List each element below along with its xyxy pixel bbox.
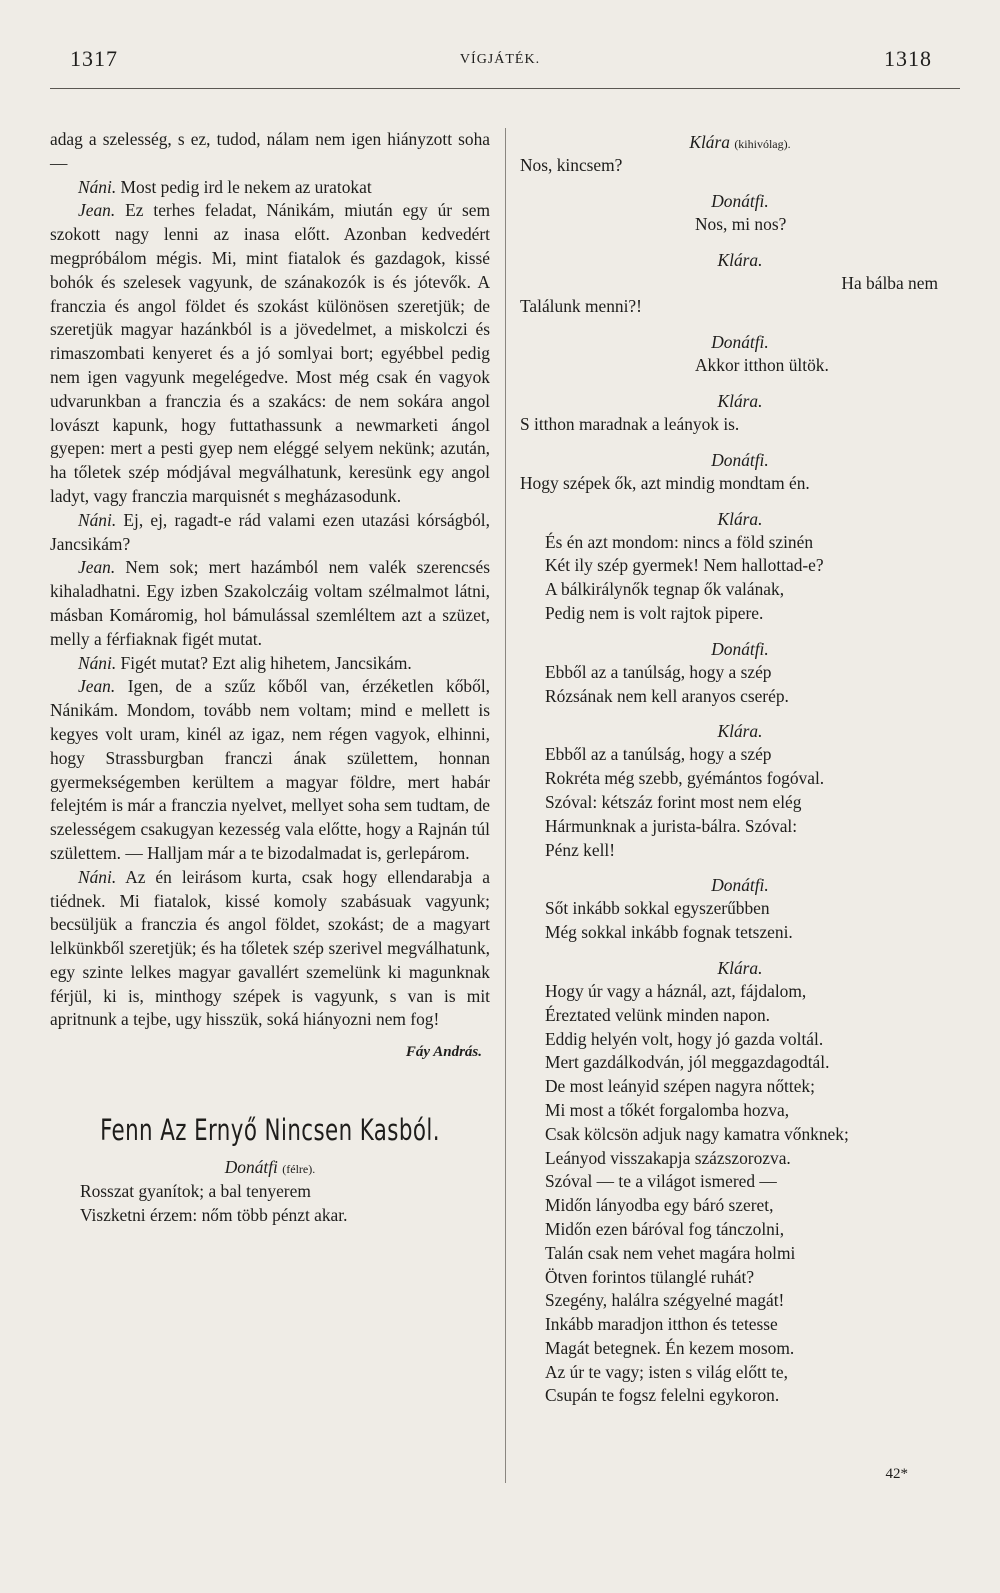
- verse-block: [520, 295, 960, 319]
- poem-title: Fenn Az Ernyő Nincsen Kasból.: [100, 1113, 440, 1148]
- left-column: [50, 128, 490, 1228]
- verse-line: És én azt mondom: nincs a föld szinén: [545, 531, 814, 552]
- speaker-name: Donátfi.: [711, 449, 769, 470]
- verse-line: Szegény, halálra szégyelné magát!: [545, 1290, 785, 1311]
- verse-block: [520, 272, 960, 296]
- dialogue-paragraph: [50, 509, 490, 557]
- verse-line: A bálkirálynők tegnap ők valának,: [545, 579, 785, 600]
- speaker-heading: [520, 391, 960, 412]
- speaker-name: Jean.: [78, 557, 116, 578]
- speaker-heading: [520, 639, 960, 660]
- speaker-name: Donátfi: [224, 1157, 278, 1178]
- dialogue-paragraph: [50, 199, 490, 508]
- dialogue-text: Nem sok; mert hazámból nem valék szerencsés kihaladhatni. Egy izben Szakolczáig voltam szélmalmot látni, másban Komáromig, hol bámulással szemléltem azt a szüzet, melly a férfiaknak figét mutat.: [50, 557, 490, 649]
- dialogue-paragraph: [50, 866, 490, 1033]
- verse-line: Rokréta még szebb, gyémántos fogóval.: [545, 768, 825, 789]
- speaker-name: Náni.: [78, 509, 117, 530]
- verse-line: Talán csak nem vehet magára holmi: [545, 1242, 796, 1263]
- dialogue-text: Figét mutat? Ezt alig hihetem, Jancsikám.: [120, 652, 412, 673]
- verse-line: Sőt inkább sokkal egyszerűbben: [545, 898, 770, 919]
- dialogue-prose: [50, 128, 490, 1032]
- page-number-right: 1318: [884, 46, 932, 71]
- dialogue-paragraph: [50, 128, 490, 176]
- verse-line: Mert gazdálkodván, jól meggazdagodtál.: [545, 1052, 830, 1073]
- verse-line: Hogy szépek ők, azt mindig mondtam én.: [520, 472, 810, 493]
- speaker-heading: [520, 509, 960, 530]
- verse-line: Ebből az a tanúlság, hogy a szép: [545, 744, 772, 765]
- speaker-name: Klára.: [717, 508, 763, 529]
- speaker-heading: [520, 958, 960, 979]
- verse-line: Csupán te fogsz felelni egykoron.: [545, 1385, 780, 1406]
- page-number-left: 1317: [70, 46, 118, 71]
- verse-line: Rózsának nem kell aranyos cserép.: [545, 685, 789, 706]
- verse-block: [520, 154, 960, 178]
- verse-block: [520, 472, 960, 496]
- speaker-name: Donátfi.: [711, 875, 769, 896]
- speaker-name: Klára: [689, 132, 730, 152]
- verse-line: De most leányid szépen nagyra nőttek;: [545, 1076, 815, 1097]
- verse-line: Csak kölcsön adjuk nagy kamatra vőnknek;: [545, 1123, 849, 1144]
- verse-block: [520, 743, 960, 862]
- speaker-heading: [520, 191, 960, 212]
- verse-line: Rosszat gyanítok; a bal tenyerem: [80, 1181, 311, 1202]
- verse-line: Nos, mi nos?: [695, 213, 787, 234]
- speaker-name: Klára.: [717, 249, 763, 270]
- folio-mark: 42*: [885, 1466, 908, 1482]
- speaker-heading: [520, 250, 960, 271]
- speaker-heading: [50, 1157, 490, 1178]
- speaker-name: Klára.: [717, 721, 763, 742]
- running-title: VÍGJÁTÉK.: [459, 52, 541, 67]
- verse-block: [520, 531, 960, 626]
- speaker-name: Donátfi.: [711, 332, 769, 353]
- speaker-name: Náni.: [78, 866, 117, 887]
- speaker-name: Náni.: [78, 652, 117, 673]
- verse-line: Találunk menni?!: [520, 296, 642, 317]
- verse-line: Az úr te vagy; isten s világ előtt te,: [545, 1361, 788, 1382]
- verse-line: Hármunknak a jurista-bálra. Szóval:: [545, 815, 798, 836]
- dialogue-paragraph: [50, 652, 490, 676]
- speaker-name: Klára.: [717, 390, 763, 411]
- dialogue-text: Ej, ej, ragadt-e rád valami ezen utazási kórságból, Jancsikám?: [50, 509, 490, 554]
- verse-block: [520, 354, 960, 378]
- dialogue-text: Az én leirásom kurta, csak hogy ellendarabja a tiédnek. Mi fiatalok, kissé komoly szabásuak vagyunk; becsüljük a franczia és angol földet, szokást; de a magyart lelkünkből szeretjük; és ha tőletek szép szerivel megválhatunk, egy szinte lelkes magyar gavallért szemelünk ki magunknak férjül, ki is, minthogy szépek is vagyunk, s van is mit apritnunk a tejbe, ugy hisszük, soká hiányozni nem fog!: [50, 866, 490, 1030]
- dialogue-paragraph: [50, 675, 490, 865]
- verse-block: [520, 661, 960, 709]
- speaker-name: Náni.: [78, 176, 117, 197]
- verse-block: [520, 213, 960, 237]
- dialogue-text: Most pedig ird le nekem az uratokat: [120, 176, 372, 197]
- speaker-heading: [520, 875, 960, 896]
- dialogue-text: adag a szelesség, s ez, tudod, nálam nem igen hiányzott soha —: [50, 129, 490, 173]
- speaker-name: Jean.: [78, 200, 116, 221]
- speaker-name: Jean.: [78, 676, 116, 697]
- verse-line: Akkor itthon ültök.: [695, 355, 829, 376]
- verse-line: S itthon maradnak a leányok is.: [520, 413, 740, 434]
- verse-line: Viszketni érzem: nőm több pénzt akar.: [80, 1205, 348, 1226]
- verse-block: [50, 1180, 490, 1228]
- stage-direction: (kihivólag).: [734, 137, 791, 151]
- dialogue-text: Ez terhes feladat, Nánikám, miután egy úr sem szokott nagy lenni az inasa előtt. Azonban kedvedért megpróbálom mégis. Mi, mint fiatalok és gazdagok, kissé bohók és szelesek vagyunk, de szánakozók is és jótevők. A franczia és angol földet és szokást különösen szeretjük; de szeretjük magyar hazánkból is a jövedelmet, a miskolczi és rimaszombati kenyeret és a jó somlyai bort; egyébbel pedig nem igen vagyunk megelégedve. Most még csak én vagyok udvarunkban a franczia és a szakács: de nem sokára angol lovászt kapunk, hogy futtathassunk a newmarketi ángol gyepen: mert a pesti gyep nem eléggé selyem nekünk; azután, ha tőletek szép módjával megválhatunk, keresünk egy angol ladyt, vagy franczia marquisnét s megházasodunk.: [50, 200, 490, 506]
- verse-line: Ötven forintos tülanglé ruhát?: [545, 1266, 755, 1287]
- verse-line: Éreztated velünk minden napon.: [545, 1004, 771, 1025]
- speaker-heading: [520, 332, 960, 353]
- author-signature: Fáy András.: [405, 1044, 482, 1061]
- speaker-name: Donátfi.: [711, 638, 769, 659]
- dialogue-paragraph: [50, 556, 490, 651]
- verse-line: Midőn lányodba egy báró szeret,: [545, 1195, 774, 1216]
- verse-line: Ebből az a tanúlság, hogy a szép: [545, 661, 772, 682]
- column-divider: [505, 128, 506, 1483]
- header-rule: [50, 88, 960, 89]
- verse-line: Magát betegnek. Én kezem mosom.: [545, 1337, 795, 1358]
- dialogue-paragraph: [50, 176, 490, 200]
- speaker-heading: [520, 450, 960, 471]
- verse-line: Midőn ezen báróval fog tánczolni,: [545, 1218, 785, 1239]
- verse-block: [520, 897, 960, 945]
- verse-line: Két ily szép gyermek! Nem hallottad-e?: [545, 555, 824, 576]
- speaker-heading: [520, 721, 960, 742]
- verse-line: Eddig helyén volt, hogy jó gazda voltál.: [545, 1028, 824, 1049]
- verse-line: Szóval — te a világot ismered —: [545, 1171, 777, 1192]
- verse-line: Mi most a tőkét forgalomba hozva,: [545, 1099, 790, 1120]
- verse-line: Pénz kell!: [545, 839, 616, 860]
- right-column: [520, 132, 960, 1408]
- verse-line: Nos, kincsem?: [520, 155, 623, 175]
- verse-line: Pedig nem is volt rajtok pipere.: [545, 602, 764, 623]
- verse-line: Leányod visszakapja százszorozva.: [545, 1147, 791, 1168]
- verse-line: Hogy úr vagy a háznál, azt, fájdalom,: [545, 980, 807, 1001]
- verse-line: Ha bálba nem: [841, 272, 938, 293]
- speaker-name: Klára.: [717, 957, 763, 978]
- verse-line: Szóval: kétszáz forint most nem elég: [545, 791, 802, 812]
- verse-block: [520, 980, 960, 1408]
- speaker-name: Donátfi.: [711, 190, 769, 211]
- verse-line: Még sokkal inkább fognak tetszeni.: [545, 922, 793, 943]
- verse-line: Inkább maradjon itthon és tetesse: [545, 1314, 778, 1335]
- speaker-heading: [520, 132, 960, 153]
- verse-block: [520, 413, 960, 437]
- stage-direction: (félre).: [282, 1162, 316, 1177]
- dialogue-text: Igen, de a szűz kőből van, érzéketlen kőből, Nánikám. Mondom, tovább nem voltam; mind e mellett is kegyes volt uram, kinél az igaz, nem régen vagyok, elhinni, hogy Strassburgban franczi ának születtem, honnan gyermekségemben kerültem a magyar földre, mert habár felejtém is már a franczia nyelvet, mellyet soha sem tudtam, de szelességem csakugyan kezesség vala előtte, hogy a Rajnán túl születtem. — Halljam már a te bizodalmadat is, gerlepárom.: [50, 676, 490, 863]
